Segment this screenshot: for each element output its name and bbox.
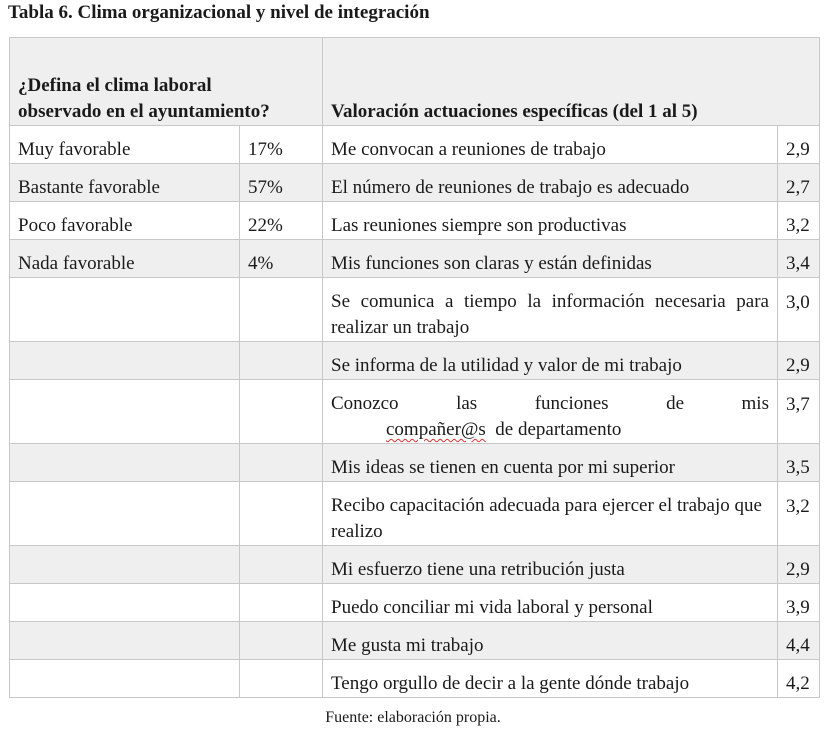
item-value: 2,9 <box>778 546 820 584</box>
table-row <box>10 164 820 202</box>
climate-pct: 22% <box>240 202 323 240</box>
climate-label: Poco favorable <box>10 202 240 240</box>
item-text: Mis funciones son claras y están definidas <box>323 240 778 278</box>
table-row <box>10 278 820 342</box>
item-text: Puedo conciliar mi vida laboral y personal <box>323 584 778 622</box>
climate-label: Bastante favorable <box>10 164 240 202</box>
header-climate-line1: ¿Defina el clima laboral <box>18 75 212 96</box>
item-value: 4,4 <box>778 622 820 660</box>
item-text: Mi esfuerzo tiene una retribución justa <box>323 546 778 584</box>
climate-pct: 17% <box>240 126 323 164</box>
table-row <box>10 584 820 622</box>
climate-label: Muy favorable <box>10 126 240 164</box>
item-text: Recibo capacitación adecuada para ejercer el trabajo que realizo <box>323 482 778 546</box>
item-text: Mis ideas se tienen en cuenta por mi superior <box>323 444 778 482</box>
header-row <box>10 38 820 126</box>
table-row <box>10 342 820 380</box>
item-text: Me convocan a reuniones de trabajo <box>323 126 778 164</box>
item-value: 3,2 <box>778 202 820 240</box>
item-value: 3,4 <box>778 240 820 278</box>
table-row <box>10 240 820 278</box>
item-text: Tengo orgullo de decir a la gente dónde trabajo <box>323 660 778 698</box>
item-text-line1: Conozco las funciones de mis <box>331 393 769 414</box>
item-value: 3,7 <box>778 380 820 444</box>
item-value: 3,0 <box>778 278 820 342</box>
data-table <box>9 37 820 698</box>
table-row <box>10 444 820 482</box>
table-row <box>10 126 820 164</box>
source-note: Fuente: elaboración propia. <box>325 709 501 726</box>
header-climate-line2: observado en el ayuntamiento? <box>18 101 270 122</box>
item-value: 2,7 <box>778 164 820 202</box>
table-row <box>10 546 820 584</box>
item-value: 3,5 <box>778 444 820 482</box>
item-text <box>323 380 778 444</box>
table-row <box>10 202 820 240</box>
header-ratings: Valoración actuaciones específicas (del 1 al 5) <box>323 38 820 126</box>
item-text: El número de reuniones de trabajo es adecuado <box>323 164 778 202</box>
item-value: 3,2 <box>778 482 820 546</box>
item-text: Se comunica a tiempo la información necesaria para realizar un trabajo <box>323 278 778 342</box>
item-value: 2,9 <box>778 126 820 164</box>
item-text: Me gusta mi trabajo <box>323 622 778 660</box>
item-value: 3,9 <box>778 584 820 622</box>
item-text-line2: compañer@s de departamento <box>386 419 622 440</box>
climate-label: Nada favorable <box>10 240 240 278</box>
table-row <box>10 380 820 444</box>
table-row <box>10 660 820 698</box>
item-text: Las reuniones siempre son productivas <box>323 202 778 240</box>
climate-pct: 57% <box>240 164 323 202</box>
item-value: 2,9 <box>778 342 820 380</box>
table-title: Tabla 6. Clima organizacional y nivel de integración <box>8 2 430 23</box>
table-row <box>10 622 820 660</box>
item-text: Se informa de la utilidad y valor de mi trabajo <box>323 342 778 380</box>
spellcheck-word: compañer@s <box>386 419 486 440</box>
climate-pct: 4% <box>240 240 323 278</box>
table-row <box>10 482 820 546</box>
item-value: 4,2 <box>778 660 820 698</box>
header-climate <box>10 38 323 126</box>
